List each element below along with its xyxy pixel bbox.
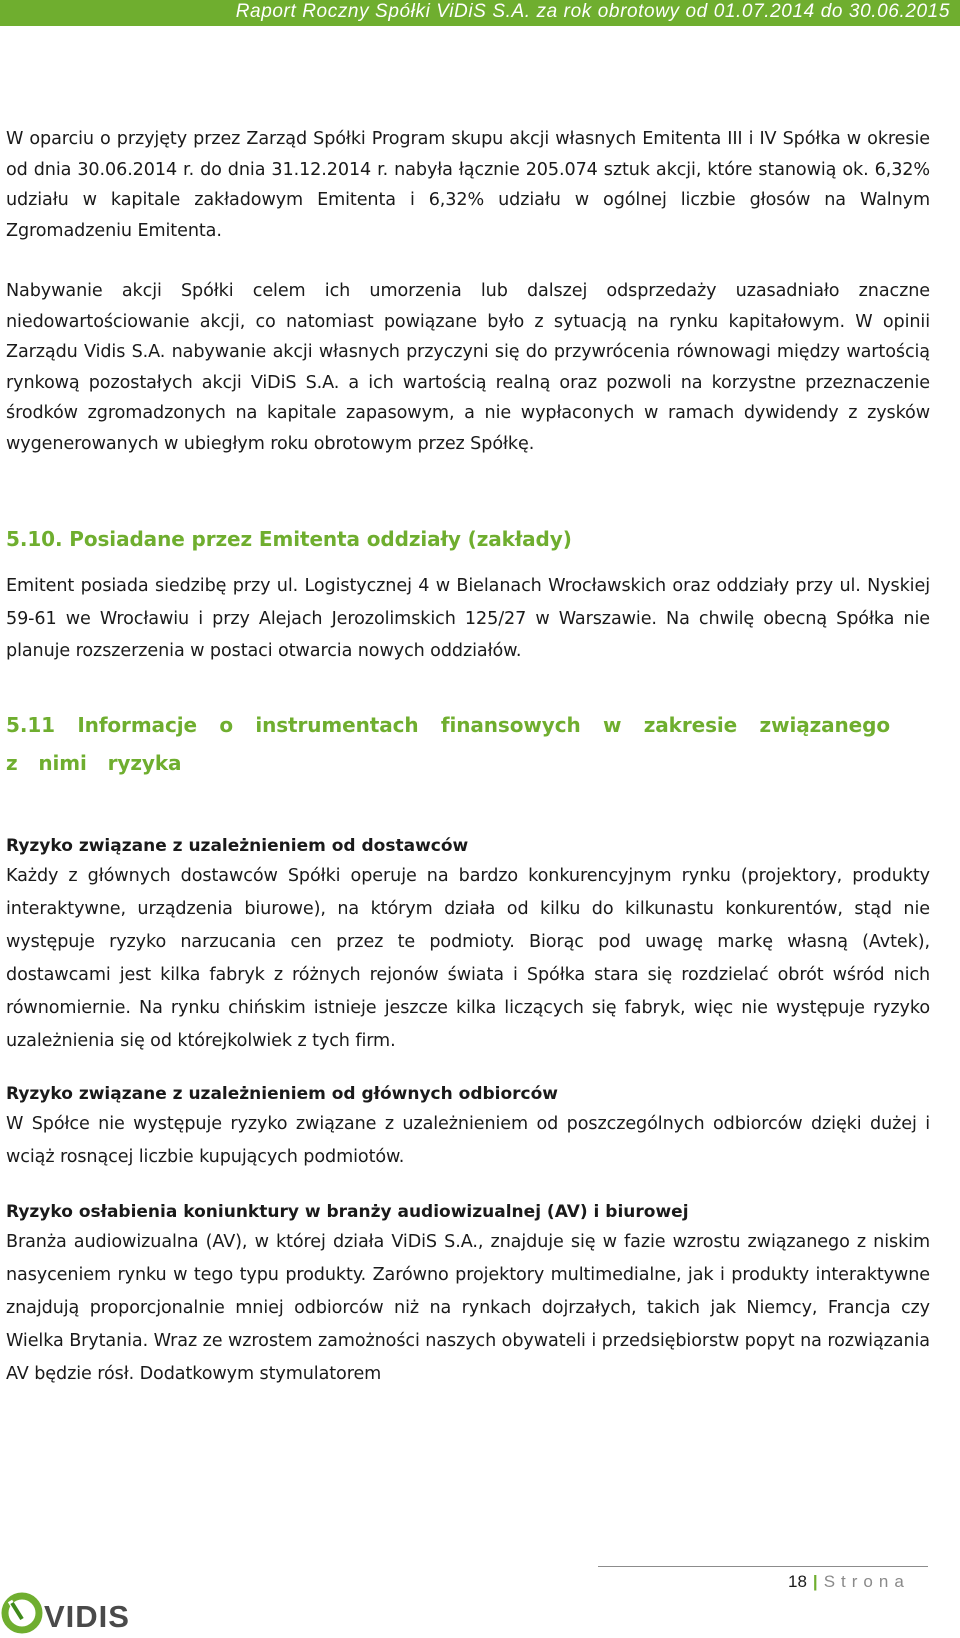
risk-text-av-market: Branża audiowizualna (AV), w której działa ViDiS S.A., znajduje się w fazie wzrostu związanego z niskim nasyceniem rynku w tego typu produkty. Zarówno projektory multimedialne, jak i produkty interaktywne znajdują proporcjonalnie mniej odbiorców niż na rynkach dojrzałych, takich jak Niemcy, Francja czy Wielka Brytania. Wraz ze wzrostem zamożności naszych obywateli i przedsiębiorstw popyt na rozwiązania AV będzie rósł. Dodatkowym stymulatorem bbox=[6, 1231, 930, 1384]
paragraph-branches: Emitent posiada siedzibę przy ul. Logistycznej 4 w Bielanach Wrocławskich oraz oddziały przy ul. Nyskiej 59-61 we Wrocławiu i przy Alejach Jerozolimskich 125/27 w Warszawie. Na chwilę obecną Spółka nie planuje rozszerzenia w postaci otwarcia nowych oddziałów. bbox=[6, 576, 930, 661]
paragraph-buyback-rationale: Nabywanie akcji Spółki celem ich umorzenia lub dalszej odsprzedaży uzasadniało znaczne niedowartościowanie akcji, co natomiast powiązane było z sytuacją na rynku kapitałowym. W opinii Zarządu Vidis S.A. nabywanie akcji własnych przyczyni się do przywrócenia równowagi między wartością rynkową pozostałych akcji ViDiS S.A. a ich wartością realną oraz pozwoli na korzystne przeznaczenie środków zgromadzonych na kapitale zapasowym, a nie wypłaconych w ramach dywidendy z zysków wygenerowanych w ubiegłym roku obrotowym przez Spółkę. bbox=[6, 281, 930, 454]
footer-divider bbox=[598, 1566, 928, 1567]
vidis-logo bbox=[0, 1591, 150, 1634]
page-number-block bbox=[788, 1572, 910, 1592]
running-header-title: Raport Roczny Spółki ViDiS S.A. za rok obrotowy od 01.07.2014 do 30.06.2015 bbox=[235, 1, 950, 22]
paragraph-share-buyback: W oparciu o przyjęty przez Zarząd Spółki Program skupu akcji własnych Emitenta III i IV Spółka w okresie od dnia 30.06.2014 r. do dnia 31.12.2014 r. nabyła łącznie 205.074 sztuk akcji, które stanowią ok. 6,32% udziału w kapitale zakładowym Emitenta i 6,32% udziału w ogólnej liczbie głosów na Walnym Zgromadzeniu Emitenta. bbox=[6, 129, 930, 241]
risk-heading-customers: Ryzyko związane z uzależnieniem od głównych odbiorców bbox=[6, 1083, 559, 1104]
risk-heading-av-market: Ryzyko osłabienia koniunktury w branży audiowizualnej (AV) i biurowej bbox=[6, 1201, 689, 1222]
page-number: 18 bbox=[788, 1572, 807, 1591]
risk-text-suppliers: Każdy z głównych dostawców Spółki operuje na bardzo konkurencyjnym rynku (projektory, produkty interaktywne, urządzenia biurowe), na którym działa od kilku do kilkunastu konkurentów, stąd nie występuje ryzyko narzucania cen przez te podmioty. Biorąc pod uwagę markę własną (Avtek), dostawcami jest kilka fabryk z różnych rejonów świata i Spółka stara się rozdzielać obrót wśród nich równomiernie. Na rynku chińskim istnieje jeszcze kilka liczących się fabryk, więc nie występuje ryzyko uzależnienia się od którejkolwiek z tych firm. bbox=[6, 865, 930, 1051]
page-content bbox=[6, 124, 930, 1391]
risk-heading-suppliers: Ryzyko związane z uzależnieniem od dostawców bbox=[6, 835, 469, 856]
vidis-logo-icon bbox=[0, 1591, 44, 1634]
section-heading-5-10: 5.10. Posiadane przez Emitenta oddziały (zakłady) bbox=[6, 527, 572, 551]
page-separator: | bbox=[812, 1572, 818, 1591]
risk-text-customers: W Spółce nie występuje ryzyko związane z uzależnieniem od poszczególnych odbiorców dzięki dużej i wciąż rosnącej liczbie kupujących podmiotów. bbox=[6, 1113, 930, 1167]
page-label: Strona bbox=[823, 1572, 910, 1591]
section-heading-5-11: 5.11 Informacje o instrumentach finansowych w zakresie związanego z nimi ryzyka bbox=[6, 712, 890, 775]
vidis-logo-wordmark: VIDIS bbox=[44, 1599, 130, 1634]
